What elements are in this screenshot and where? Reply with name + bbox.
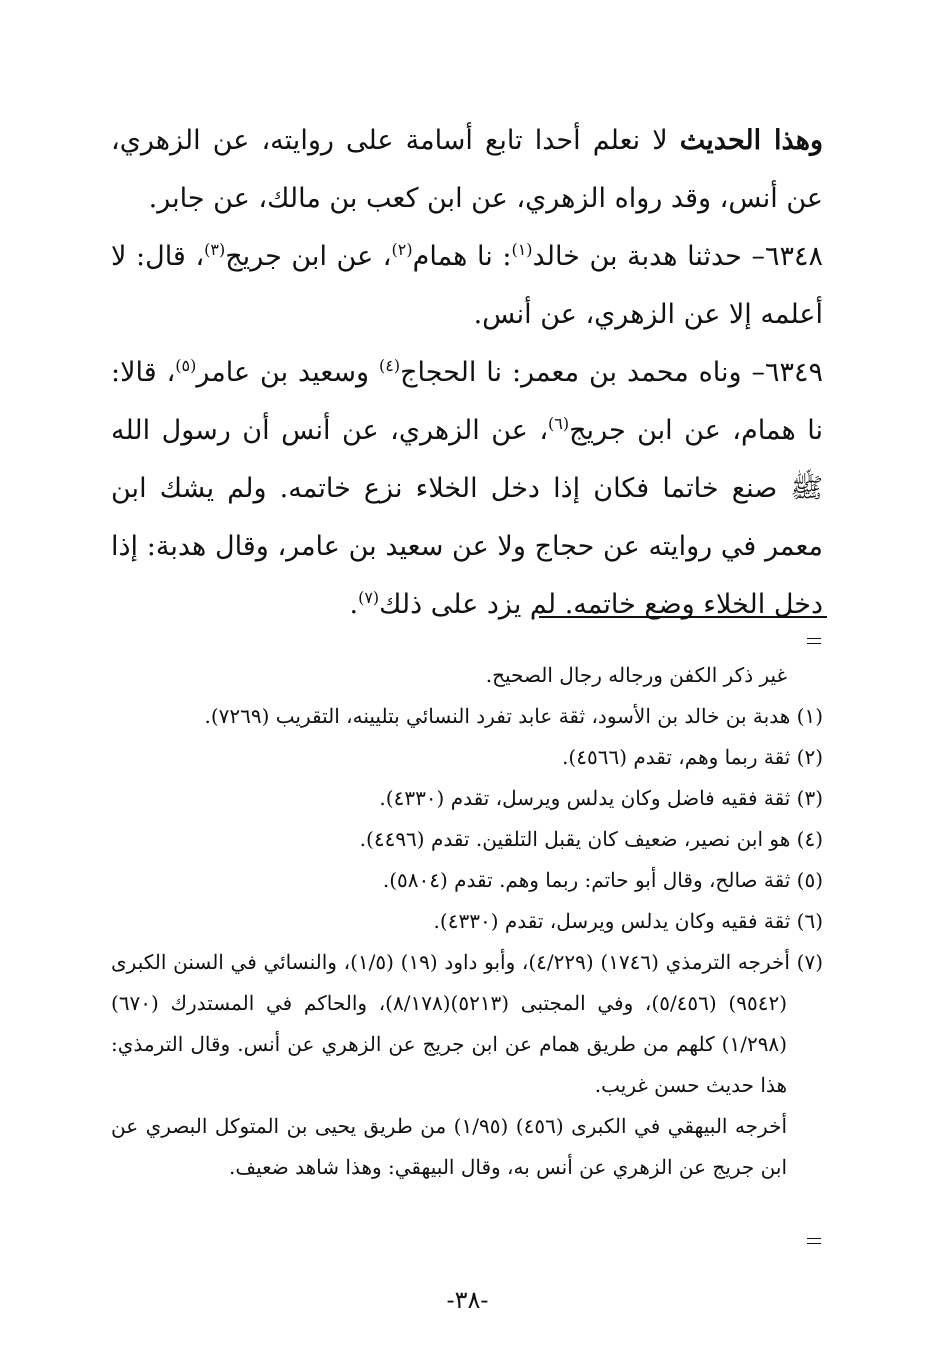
footnote-6: (٦) ثقة فقيه وكان يدلس ويرسل، تقدم (٤٣٣٠). [433,909,823,933]
hadith-text: وسعيد بن عامر [196,357,379,388]
hadith-number: ٦٣٤٨– [741,241,823,272]
footnote-divider [539,616,827,618]
page-number: -٣٨- [446,1286,489,1314]
hadith-text: : نا همام [412,241,512,272]
paragraph-text: لا نعلم أحدا تابع أسامة على روايته، عن الزهري، عن أنس، وقد رواه الزهري، عن ابن كعب بن مالك، عن جابر. [111,125,823,214]
footnote-ref: (٣) [204,240,226,259]
footnote-ref: (٧) [358,588,380,607]
hadith-6349 [111,344,823,634]
footnote-ref: (٢) [391,240,413,259]
footnote-mark-top [807,638,821,644]
footnote-carryover: غير ذكر الكفن ورجاله رجال الصحيح. [485,663,787,687]
footnote-5: (٥) ثقة صالح، وقال أبو حاتم: ربما وهم. تقدم (٥٨٠٤). [382,868,823,892]
bold-lead: وهذا الحديث [679,125,823,156]
hadith-text: ، قالا: نا همام، عن ابن جريج [111,357,823,446]
footnote-1: (١) هدبة بن خالد بن الأسود، ثقة عابد تفرد النسائي بتليينه، التقريب (٧٢٦٩). [204,704,823,728]
footnotes [111,655,823,1188]
footnote-ref: (٥) [175,356,197,375]
footnote-ref: (١) [511,240,533,259]
hadith-text: ، عن ابن جريج [225,241,392,272]
hadith-text: . [349,589,359,620]
footnote-4: (٤) هو ابن نصير، ضعيف كان يقبل التلقين. تقدم (٤٤٩٦). [359,827,823,851]
footnote-7: (٧) أخرجه الترمذي (١٧٤٦) (٤/٢٢٩)، وأبو داود (١٩) (١/٥)، والنسائي في السنن الكبرى (٩٥٤٢) (٥/٤٥٦)، وفي المجتبى (٥٢١٣)(٨/١٧٨)، والحاكم في المستدرك (٦٧٠) (١/٢٩٨) كلهم من طريق همام عن ابن جريج عن الزهري عن أنس. وقال الترمذي: هذا حديث حسن غريب. [111,950,823,1097]
hadith-text: ، عن الزهري، عن أنس أن رسول الله ﷺ صنع خاتما فكان إذا دخل الخلاء نزع خاتمه. ولم يشك ابن معمر في روايته عن حجاج ولا عن سعيد بن عامر، وقال هدبة: إذا دخل الخلاء وضع خاتمه. لم يزد على ذلك [111,415,823,620]
hadith-number: ٦٣٤٩– [741,357,823,388]
hadith-text: ، قال: لا أعلمه إلا عن الزهري، عن أنس. [111,241,823,330]
hadith-text: وناه محمد بن معمر: نا الحجاج [400,357,742,388]
hadith-6348 [111,228,823,344]
footnote-ref: (٤) [378,356,401,375]
footnote-mark-bottom [807,1238,821,1244]
hadith-text: حدثنا هدبة بن خالد [532,241,742,272]
footnote-7-continuation: أخرجه البيهقي في الكبرى (٤٥٦) (١/٩٥) من طريق يحيى بن المتوكل البصري عن ابن جريج عن الزهري عن أنس به، وقال البيهقي: وهذا شاهد ضعيف. [111,1114,788,1179]
footnote-2: (٢) ثقة ربما وهم، تقدم (٤٥٦٦). [562,745,823,769]
footnote-3: (٣) ثقة فقيه فاضل وكان يدلس ويرسل، تقدم (٤٣٣٠). [379,786,823,810]
footnote-ref: (٦) [548,414,570,433]
paragraph-intro [111,112,823,228]
main-text [111,112,823,634]
